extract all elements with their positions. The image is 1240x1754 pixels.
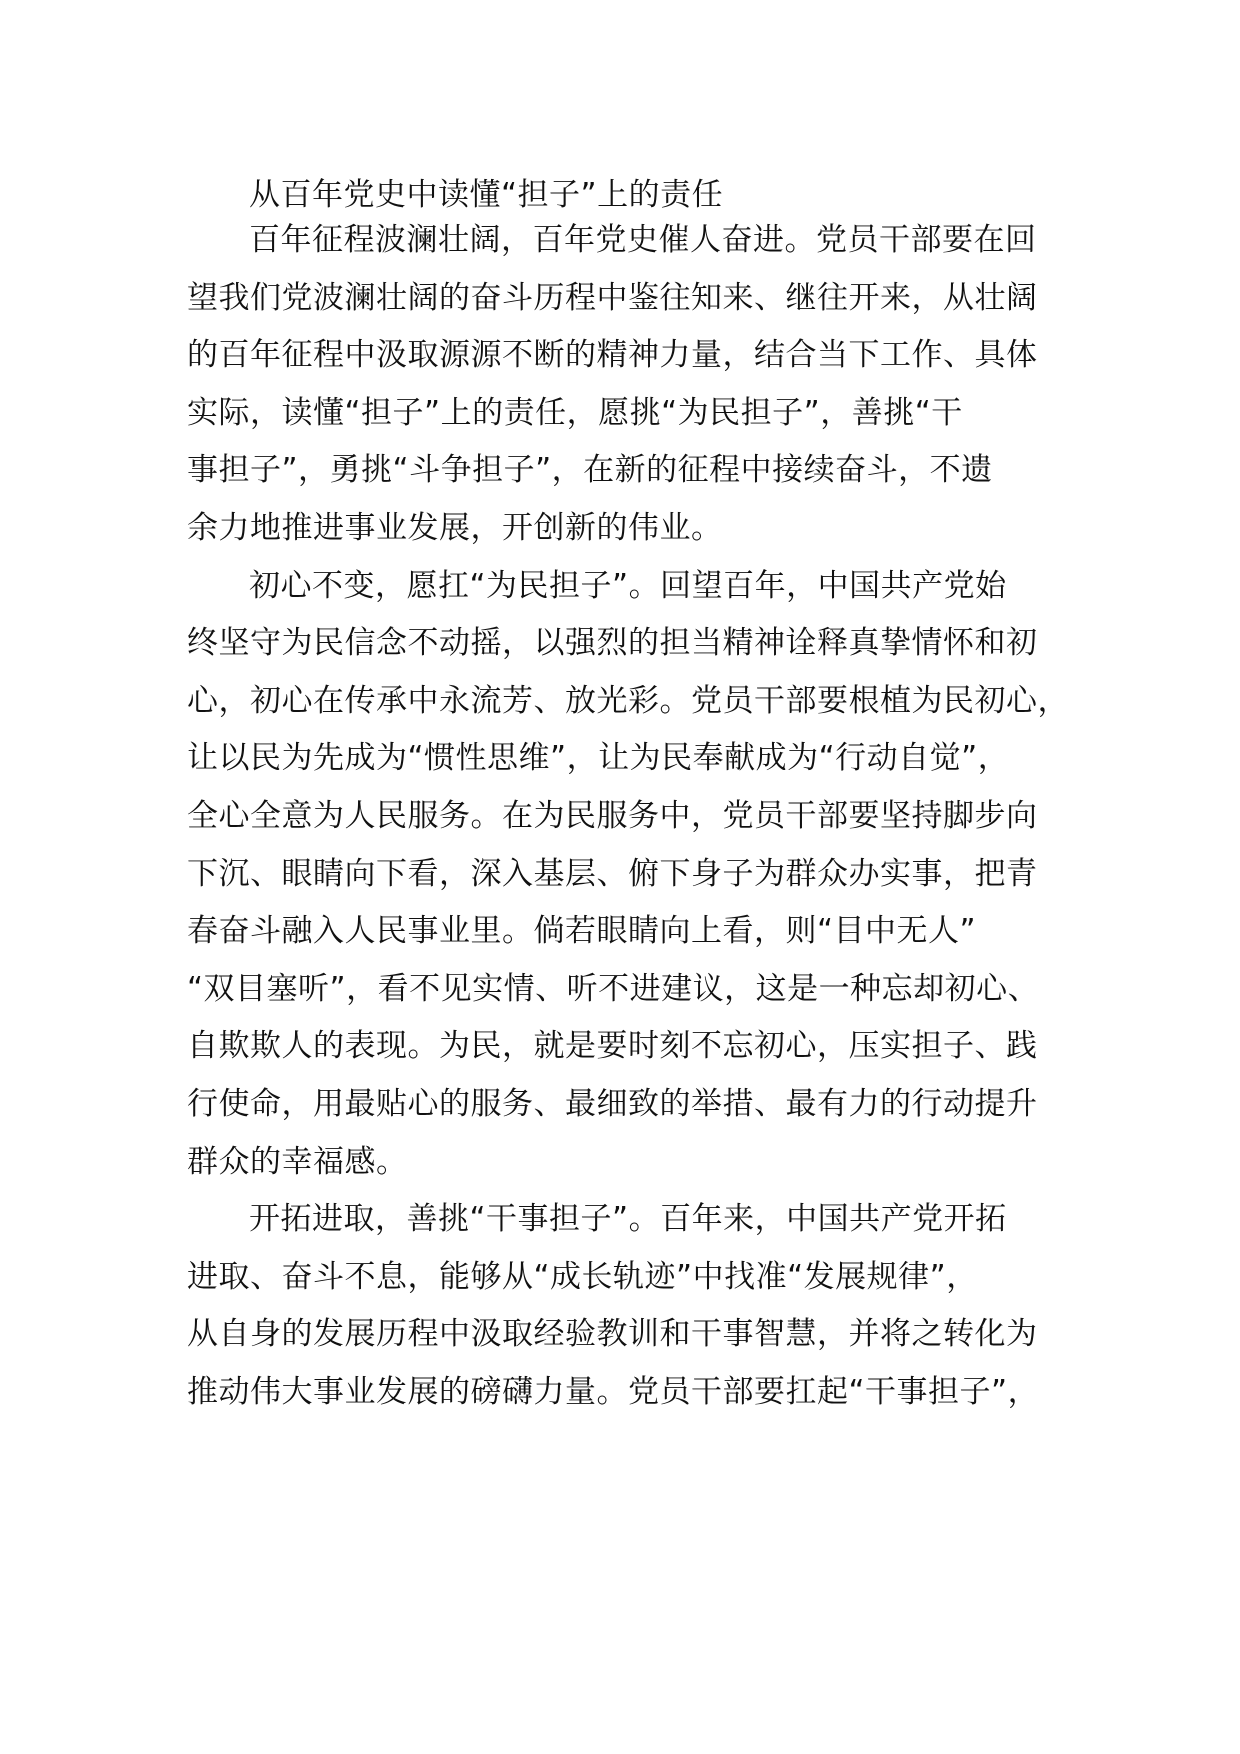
- document-title: 从百年党史中读懂“担子”上的责任: [249, 177, 724, 213]
- paragraph-line: 百年征程波澜壮阔，百年党史催人奋进。党员干部要在回: [249, 222, 1037, 258]
- paragraph-line: 行使命，用最贴心的服务、最细致的举措、最有力的行动提升: [187, 1086, 1038, 1122]
- paragraph-line: 让以民为先成为“惯性思维”，让为民奉献成为“行动自觉”，: [187, 740, 1010, 776]
- paragraph-line: 群众的幸福感。: [187, 1144, 408, 1180]
- paragraph-line: 推动伟大事业发展的磅礴力量。党员干部要扛起“干事担子”，: [187, 1374, 1040, 1410]
- paragraph-line: 开拓进取，善挑“干事担子”。百年来，中国共产党开拓: [249, 1201, 1007, 1237]
- paragraph-line: 望我们党波澜壮阔的奋斗历程中鉴往知来、继往开来，从壮阔: [187, 280, 1038, 316]
- paragraph-line: 从自身的发展历程中汲取经验教训和干事智慧，并将之转化为: [187, 1316, 1038, 1352]
- paragraph-line: 下沉、眼睛向下看，深入基层、俯下身子为群众办实事，把青: [187, 856, 1038, 892]
- paragraph-line: 心，初心在传承中永流芳、放光彩。党员干部要根植为民初心，: [187, 683, 1069, 719]
- paragraph-line: 余力地推进事业发展，开创新的伟业。: [187, 510, 723, 546]
- paragraph-line: 实际，读懂“担子”上的责任，愿挑“为民担子”，善挑“干: [187, 395, 963, 431]
- paragraph-line: 春奋斗融入人民事业里。倘若眼睛向上看，则“目中无人”: [187, 913, 977, 949]
- paragraph-line: 的百年征程中汲取源源不断的精神力量，结合当下工作、具体: [187, 337, 1038, 373]
- paragraph-line: 事担子”，勇挑“斗争担子”，在新的征程中接续奋斗，不遗: [187, 452, 993, 488]
- paragraph-line: 初心不变，愿扛“为民担子”。回望百年，中国共产党始: [249, 568, 1007, 604]
- paragraph-line: “双目塞听”，看不见实情、听不进建议，这是一种忘却初心、: [187, 971, 1040, 1007]
- paragraph-line: 进取、奋斗不息，能够从“成长轨迹”中找准“发展规律”，: [187, 1259, 978, 1295]
- paragraph-line: 自欺欺人的表现。为民，就是要时刻不忘初心，压实担子、践: [187, 1028, 1038, 1064]
- paragraph-line: 全心全意为人民服务。在为民服务中，党员干部要坚持脚步向: [187, 798, 1038, 834]
- paragraph-line: 终坚守为民信念不动摇，以强烈的担当精神诠释真挚情怀和初: [187, 625, 1038, 661]
